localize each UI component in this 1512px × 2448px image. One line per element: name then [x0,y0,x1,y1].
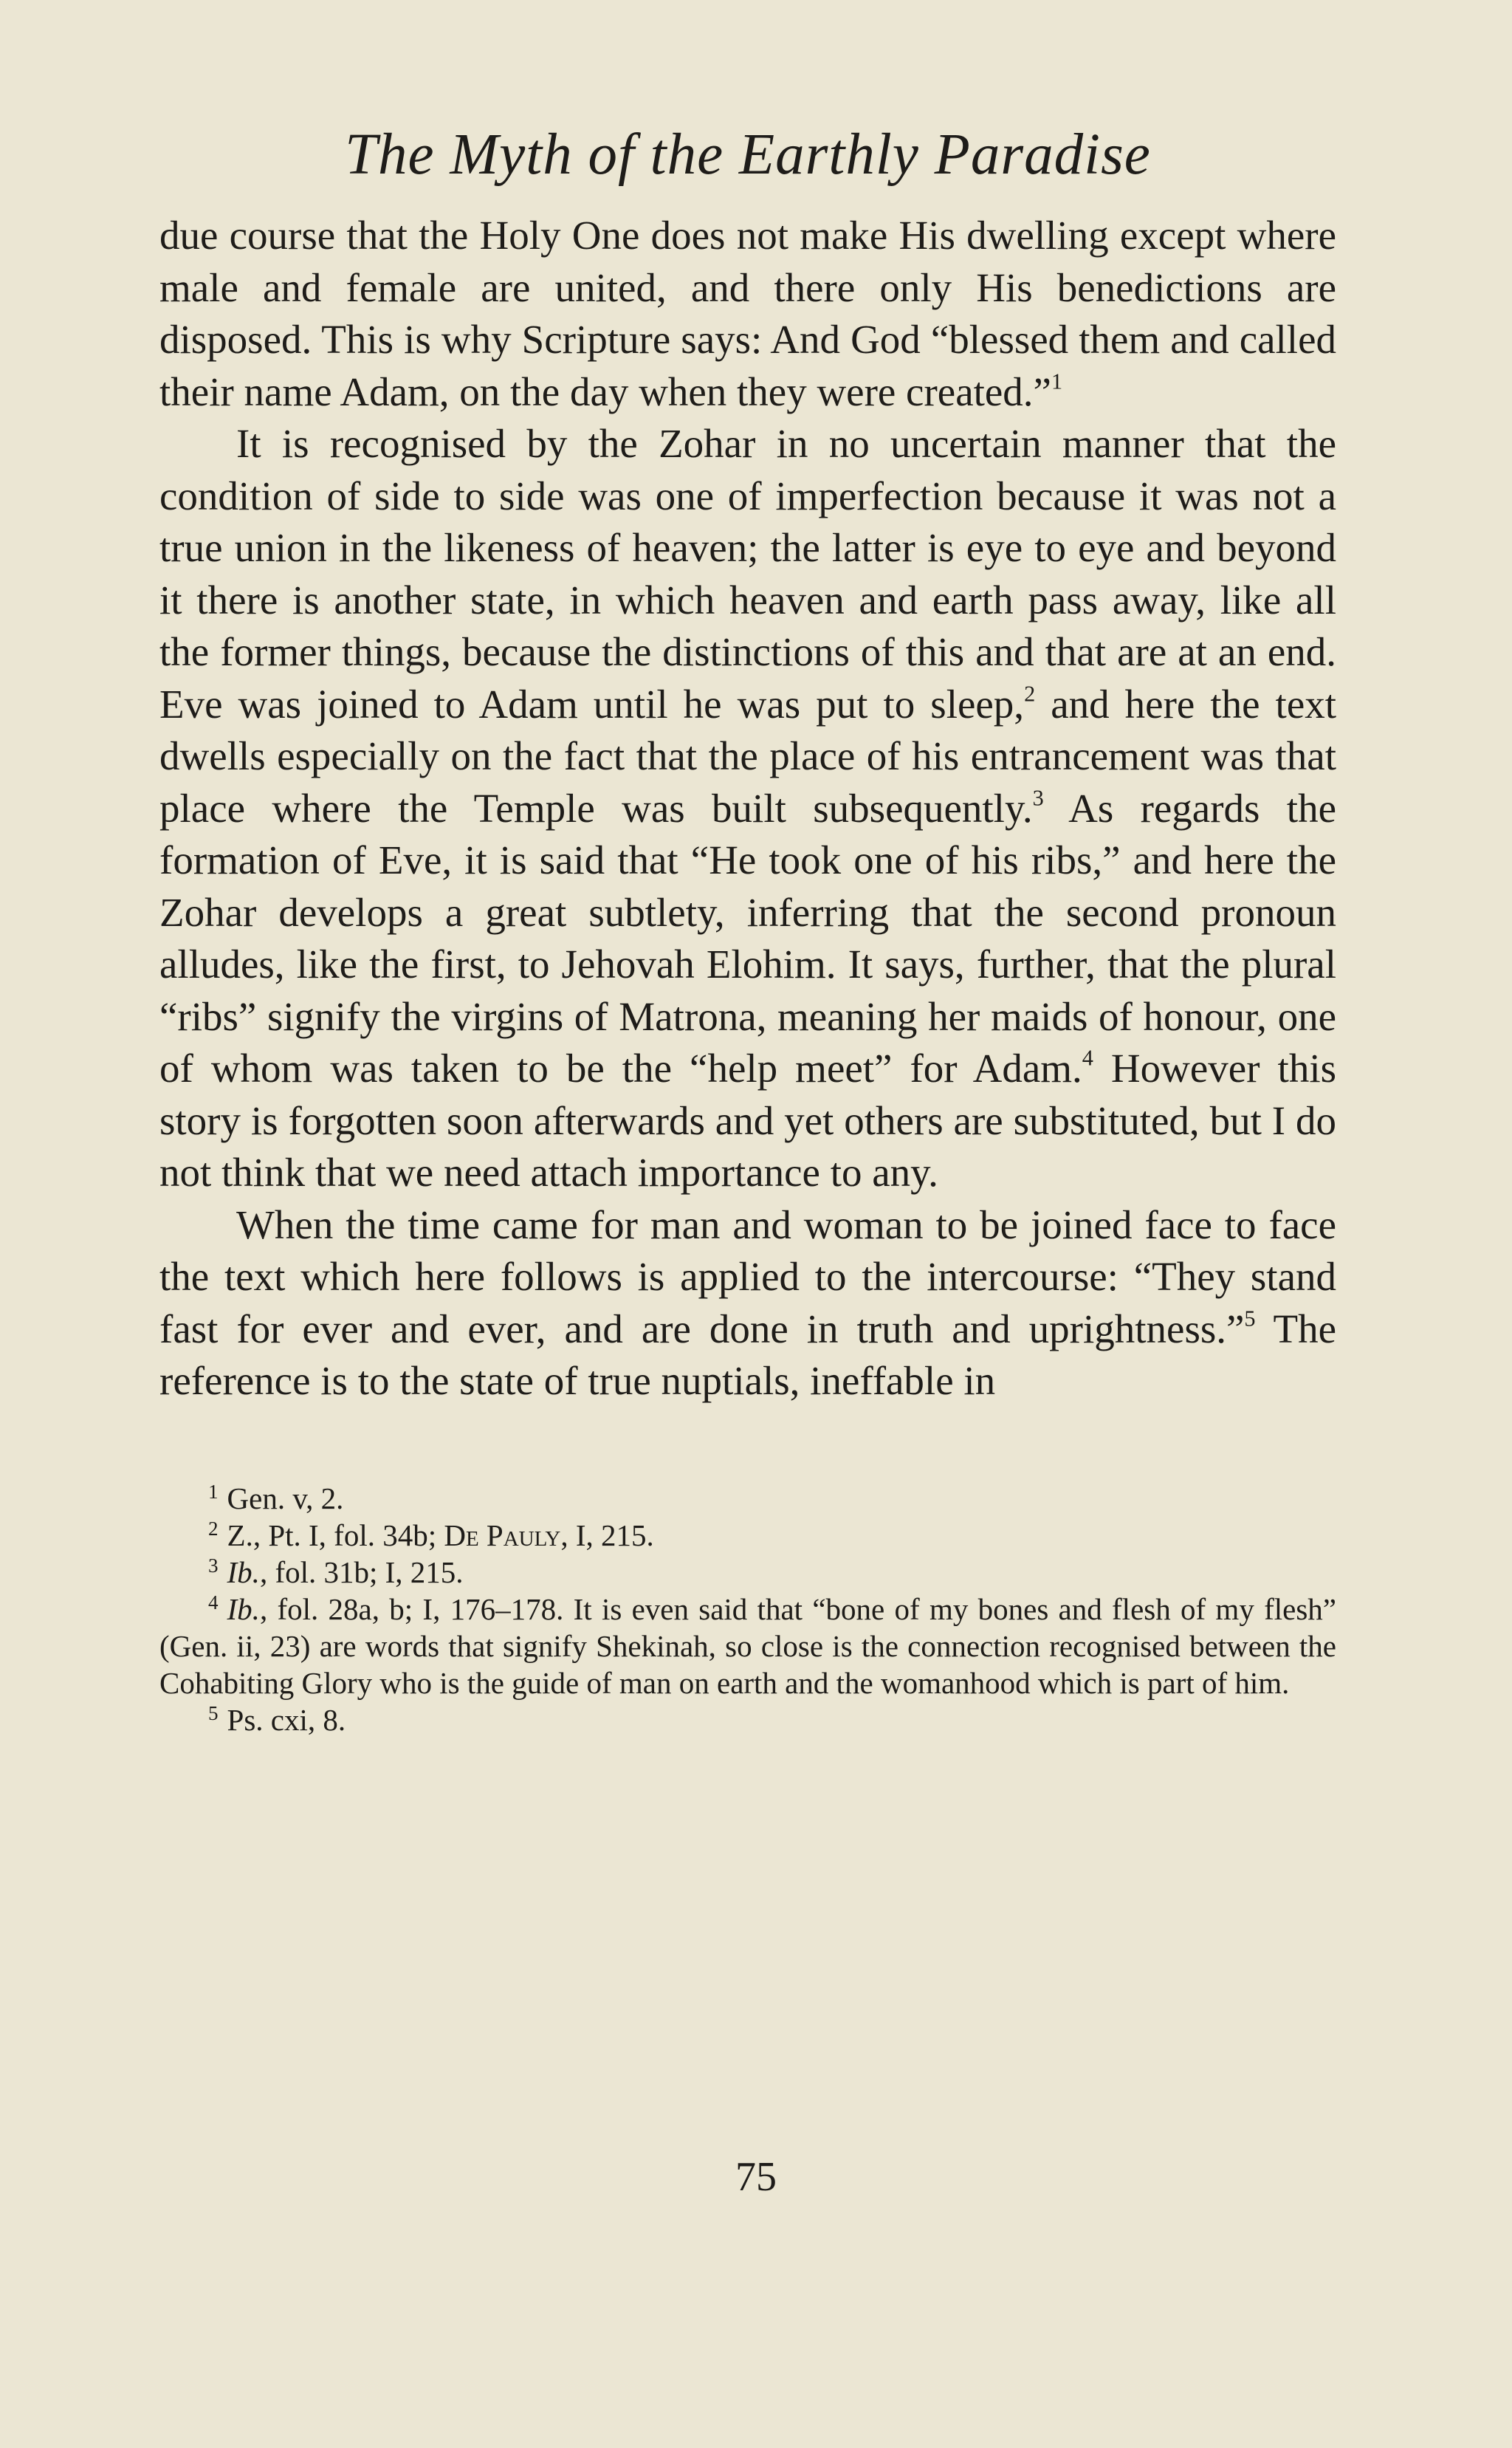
footnote-number: 3 [208,1554,219,1577]
footnote-ref-5[interactable]: 5 [1244,1305,1256,1331]
book-page [159,118,1336,1738]
footnote-text: Gen. v, 2. [227,1481,344,1515]
running-head: The Myth of the Earthly Paradise [345,123,1151,187]
footnote-number: 4 [208,1591,219,1614]
footnote-ref-1[interactable]: 1 [1051,368,1063,394]
footnote-ref-3[interactable]: 3 [1032,784,1044,810]
paragraph-2 [159,418,1336,1199]
footnote-ref-2[interactable]: 2 [1024,680,1036,706]
footnote-2 [159,1517,1336,1554]
footnote-text-after: , I, 215. [560,1518,654,1552]
footnote-4 [159,1591,1336,1701]
footnote-text: Ps. cxi, 8. [227,1702,346,1737]
footnote-ref-4[interactable]: 4 [1082,1045,1093,1071]
footnote-3 [159,1554,1336,1591]
footnote-text: , fol. 28a, b; I, 176–178. It is even said that “bone of my bones and flesh of my flesh” (Gen. ii, 23) are words that signify Shekinah, so close is the connection recognised between the Cohabiting Glory who is the guide of man on earth and the womanhood which is part of him. [159,1591,1336,1700]
footnote-number: 2 [208,1517,219,1540]
paragraph-3 [159,1199,1336,1408]
footnote-ibid: Ib. [227,1591,260,1626]
paragraph-3-text-a: When the time came for man and woman to be joined face to face the text which here follows is applied to the intercourse: “They stand fast for ever and ever, and are done in truth and uprightness.” [159,1201,1336,1351]
paragraph-2-text-c: As regards the formation of Eve, it is said that “He took one of his ribs,” and here the Zohar develops a great subtlety, inferring that the second pronoun alludes, like the first, to Jehovah Elohim. It says, further, that the plural “ribs” signify the virgins of Matrona, meaning her maids of honour, one of whom was taken to be the “help meet” for Adam. [159,785,1336,1091]
paragraph-2-text-b: and here the text dwells especially on the fact that the place of his entrancement was that place where the Temple was built subsequently. [159,681,1337,831]
footnote-ibid: Ib. [227,1554,260,1589]
footnote-5 [159,1701,1336,1738]
paragraph-2-text-d: However this story is forgotten soon afterwards and yet others are substituted, but I do not think that we need attach importance to any. [159,1046,1337,1195]
body-text [159,210,1336,1408]
footnote-text: , fol. 31b; I, 215. [259,1554,464,1589]
footnote-text: Z., Pt. I, fol. 34b; [227,1518,444,1552]
footnotes [159,1480,1336,1738]
footnote-1 [159,1480,1336,1517]
footnote-number: 1 [208,1480,219,1503]
paragraph-1-text: due course that the Holy One does not make His dwelling except where male and female are united, and there only His benedictions are disposed. This is why Scripture says: And God “blessed them and called their name Adam, on the day when they were created.” [159,213,1336,414]
paragraph-2-text-a: It is recognised by the Zohar in no uncertain manner that the condition of side to side was one of imperfection because it was not a true union in the likeness of heaven; the latter is eye to eye and beyond it there is another state, in which heaven and earth pass away, like all the former things, because the distinctions of this and that are at an end. Eve was joined to Adam until he was put to sleep, [159,421,1336,727]
footnote-number: 5 [208,1701,219,1724]
footnote-author: De Pauly [444,1518,561,1552]
paragraph-3-text-b: The reference is to the state of true nuptials, ineffable in [159,1306,1337,1403]
paragraph-1 [159,210,1336,418]
page-number: 75 [735,2154,777,2200]
